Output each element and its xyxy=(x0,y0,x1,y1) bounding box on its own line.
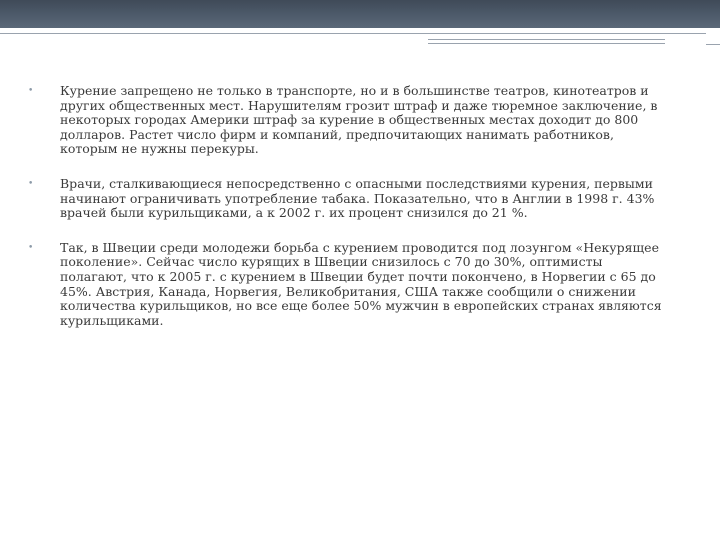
header-band xyxy=(0,0,720,28)
header-accent-line-right xyxy=(706,44,720,45)
header-rule-line xyxy=(0,33,706,34)
bullet-text: Врачи, сталкивающиеся непосредственно с опасными последствиями курения, первыми начинают ограничивать употребление табака. Показательно, что в Англии в 1998 г. 43% врачей были курильщиками, а к 2002 г. их процент снизился до 21 %. xyxy=(60,175,655,221)
bullet-text: Так, в Швеции среди молодежи борьба с курением проводится под лозунгом «Некурящее поколение». Сейчас число курящих в Швеции снизилось с 70 до 30%, оптимисты полагают, что к 2005 г. с курением в Швеции будет почти покончено, в Норвегии с 65 до 45%. Австрия, Канада, Норвегия, Великобритания, США также сообщили о снижении количества курильщиков, но все еще более 50% мужчин в европейских странах являются курильщиками. xyxy=(60,239,662,328)
bullet-dot-icon: • xyxy=(28,86,34,96)
slide-body-bullets xyxy=(28,84,668,328)
header-accent-line-lower xyxy=(428,43,665,44)
bullet-dot-icon: • xyxy=(28,178,34,189)
header-accent-line-upper xyxy=(428,39,665,40)
bullet-item-2 xyxy=(28,177,668,221)
bullet-item-1 xyxy=(28,84,668,157)
bullet-dot-icon: • xyxy=(28,242,34,253)
bullet-item-3 xyxy=(28,241,668,329)
bullet-text: Курение запрещено не только в транспорте, но и в большинстве театров, кинотеатров и других общественных мест. Нарушителям грозит штраф и даже тюремное заключение, в некоторых городах Америки штраф за курение в общественных местах доходит до 800 долларов. Растет число фирм и компаний, предпочитающих нанимать работников, которым не нужны перекуры. xyxy=(60,83,658,157)
